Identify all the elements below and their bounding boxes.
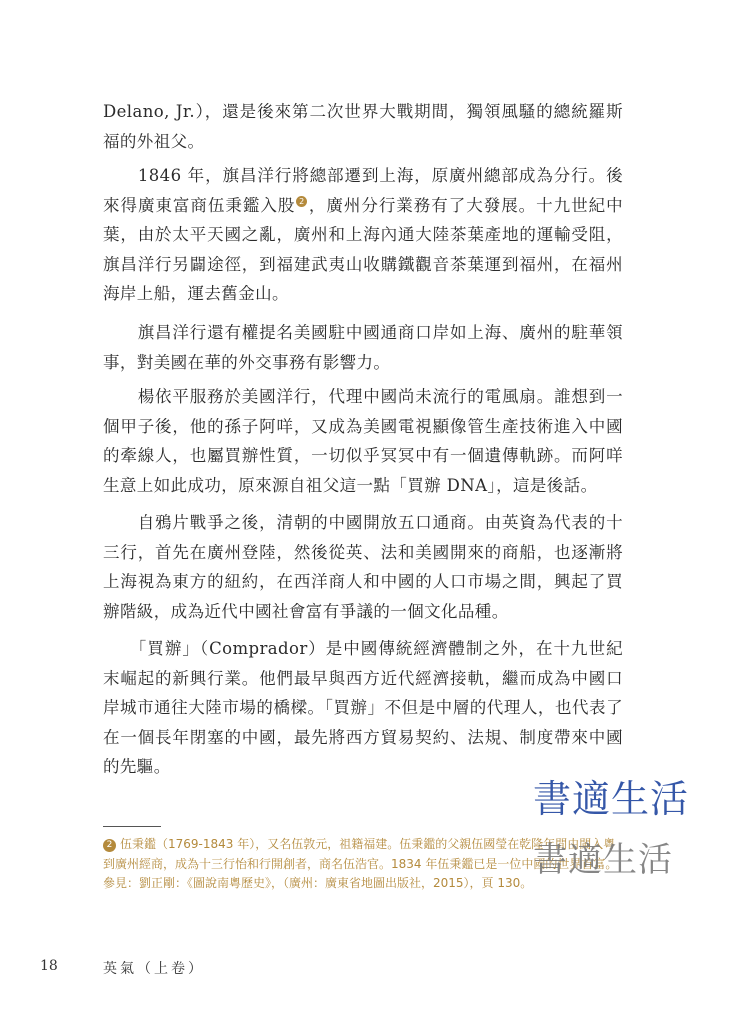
- paragraph-3: 旗昌洋行還有權提名美國駐中國通商口岸如上海、廣州的駐華領事，對美國在華的外交事務有影響力。: [103, 323, 623, 372]
- running-title: 英氣（上卷）: [103, 961, 205, 977]
- paragraph-1: Delano, Jr.），還是後來第二次世界大戰期間，獨領風騷的總統羅斯福的外祖父。: [103, 102, 623, 151]
- paragraph-2-end: ，廣州分行業務有了大發展。十九世紀中葉，由於太平天國之亂，廣州和上海內通大陸茶葉產地的運輸受阻，旗昌洋行另闢途徑，到福建武夷山收購鐵觀音茶葉運到福州，在福州海岸上船，運去舊金山。: [103, 195, 623, 303]
- footnote-divider: [103, 826, 161, 827]
- page-number: 18: [40, 958, 58, 974]
- paragraph-4: 楊依平服務於美國洋行，代理中國尚未流行的電風扇。誰想到一個甲子後，他的孫子阿咩，又成為美國電視顯像管生產技術進入中國的牽線人，也屬買辦性質，一切似乎冥冥中有一個遺傳軌跡。而阿咩生意上如此成功，原來源自祖父這一點「買辦 DNA」，這是後話。: [103, 387, 623, 495]
- watermark-primary: 書適生活: [533, 777, 690, 821]
- watermark-secondary: 書適生活: [533, 840, 673, 880]
- footnote-reference[interactable]: 2: [296, 196, 307, 207]
- footnote-text: 伍秉鑑（1769-1843 年），又名伍敦元，祖籍福建。伍秉鑑的父親伍國瑩在乾隆年間由閩入粵到廣州經商，成為十三行怡和行開創者，商名伍浩官。1834 年伍秉鑑已是一位中國的世界首富。參見：劉正剛：《圖說南粵歷史》，（廣州：廣東省地圖出版社，2015），頁 130。: [103, 837, 618, 890]
- paragraph-5: 自鴉片戰爭之後，清朝的中國開放五口通商。由英資為代表的十三行，首先在廣州登陸，然後從英、法和美國開來的商船，也逐漸將上海視為東方的紐約，在西洋商人和中國的人口市場之間，興起了買辦階級，成為近代中國社會富有爭議的一個文化品種。: [103, 513, 623, 621]
- paragraph-2-start: 1846 年，旗昌洋行將總部遷到上海，原廣州總部成為分行。後來得廣東富商伍秉鑑入股: [103, 166, 623, 215]
- paragraph-2: [103, 161, 623, 309]
- footnote-number: 2: [103, 839, 116, 852]
- paragraph-6: 「買辦」（Comprador）是中國傳統經濟體制之外，在十九世紀末崛起的新興行業。他們最早與西方近代經濟接軌，繼而成為中國口岸城市通往大陸市場的橋樑。「買辦」不但是中層的代理人，也代表了在一個長年閉塞的中國，最先將西方貿易契約、法規、制度帶來中國的先驅。: [103, 639, 623, 776]
